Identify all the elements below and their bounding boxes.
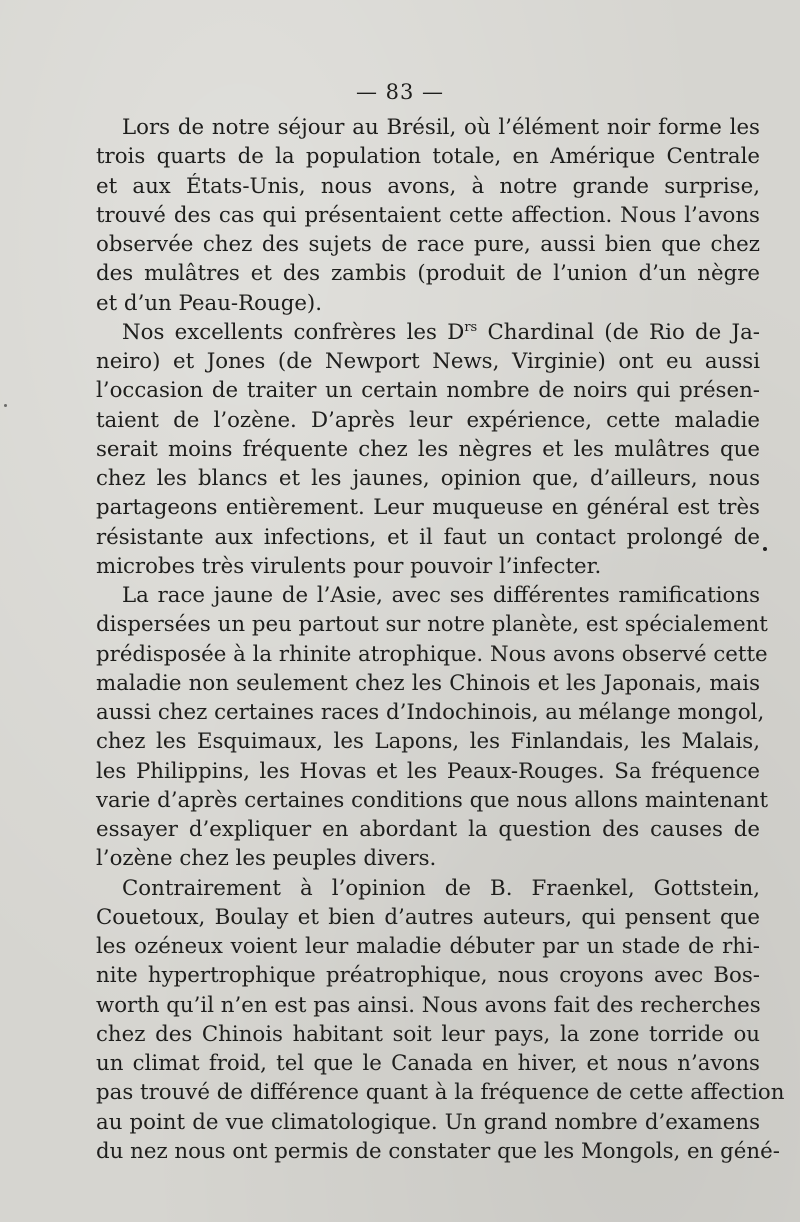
text-line: prédisposée à la rhinite atrophique. Nous avons observé cette (96, 641, 768, 667)
text-fragment: Chardinal (de Rio de Ja- (477, 319, 760, 345)
paragraph-4 (96, 874, 785, 1167)
text-line: trois quarts de la population totale, en Amérique Centrale (96, 144, 760, 170)
text-line: La race jaune de l’Asie, avec ses différentes ramifications (122, 583, 760, 608)
text-line: taient de l’ozène. D’après leur expérience, cette maladie (96, 407, 760, 433)
text-line: chez les blancs et les jaunes, opinion que, d’ailleurs, nous (96, 466, 760, 491)
text-line: essayer d’expliquer en abordant la question des causes de (96, 817, 760, 842)
text-line: et aux États-Unis, nous avons, à notre grande surprise, (96, 173, 760, 199)
text-line: l’ozène chez les peuples divers. (96, 846, 437, 872)
text-line: les ozéneux voient leur maladie débuter par un stade de rhi- (96, 934, 760, 959)
text-line: Lors de notre séjour au Brésil, où l’élément noir forme les (122, 115, 760, 140)
text-line: observée chez des sujets de race pure, aussi bien que chez (96, 232, 760, 257)
ink-speck (763, 547, 767, 551)
text-line: chez les Esquimaux, les Lapons, les Finlandais, les Malais, (96, 729, 760, 755)
text-line: worth qu’il n’en est pas ainsi. Nous avons fait des recherches (96, 992, 761, 1018)
paragraph-2 (96, 318, 760, 581)
text-line: résistante aux infections, et il faut un contact prolongé de (96, 524, 760, 550)
body-text (96, 113, 785, 1166)
text-line: les Philippins, les Hovas et les Peaux-Rouges. Sa fréquence (96, 758, 760, 784)
text-line: du nez nous ont permis de constater que les Mongols, en géné- (96, 1138, 780, 1164)
text-line: et d’un Peau-Rouge). (96, 290, 323, 316)
text-line: trouvé des cas qui présentaient cette affection. Nous l’avons (96, 202, 760, 228)
text-line: l’occasion de traiter un certain nombre de noirs qui présen- (96, 378, 760, 404)
paragraph-3 (96, 581, 769, 874)
text-line: varie d’après certaines conditions que nous allons maintenant (96, 787, 769, 813)
page-number: — 83 — (355, 80, 445, 104)
text-line: chez des Chinois habitant soit leur pays, la zone torride ou (96, 1021, 760, 1047)
text-line: microbes très virulents pour pouvoir l’infecter. (96, 553, 602, 579)
paragraph-1 (96, 113, 760, 318)
text-fragment: Nos excellents confrères les D (122, 319, 465, 345)
text-line: au point de vue climatologique. Un grand nombre d’examens (96, 1109, 760, 1135)
ink-speck (4, 404, 7, 407)
text-line: maladie non seulement chez les Chinois et les Japonais, mais (96, 670, 760, 696)
text-line: serait moins fréquente chez les nègres et les mulâtres que (96, 436, 760, 462)
text-line: neiro) et Jones (de Newport News, Virginie) ont eu aussi (96, 349, 760, 374)
text-line: dispersées un peu partout sur notre planète, est spécialement (96, 612, 768, 638)
superscript: rs (464, 319, 478, 335)
text-line: Couetoux, Boulay et bien d’autres auteurs, qui pensent que (96, 904, 760, 930)
text-line: un climat froid, tel que le Canada en hiver, et nous n’avons (96, 1051, 760, 1076)
text-line: aussi chez certaines races d’Indochinois, au mélange mongol, (96, 700, 765, 725)
text-line: Contrairement à l’opinion de B. Fraenkel, Gottstein, (122, 875, 760, 901)
text-line (96, 318, 760, 347)
text-line: nite hypertrophique préatrophique, nous croyons avec Bos- (96, 963, 760, 989)
text-line: des mulâtres et des zambis (produit de l’union d’un nègre (96, 261, 760, 287)
text-line: pas trouvé de différence quant à la fréquence de cette affection (96, 1080, 785, 1106)
text-line: partageons entièrement. Leur muqueuse en général est très (96, 495, 760, 521)
